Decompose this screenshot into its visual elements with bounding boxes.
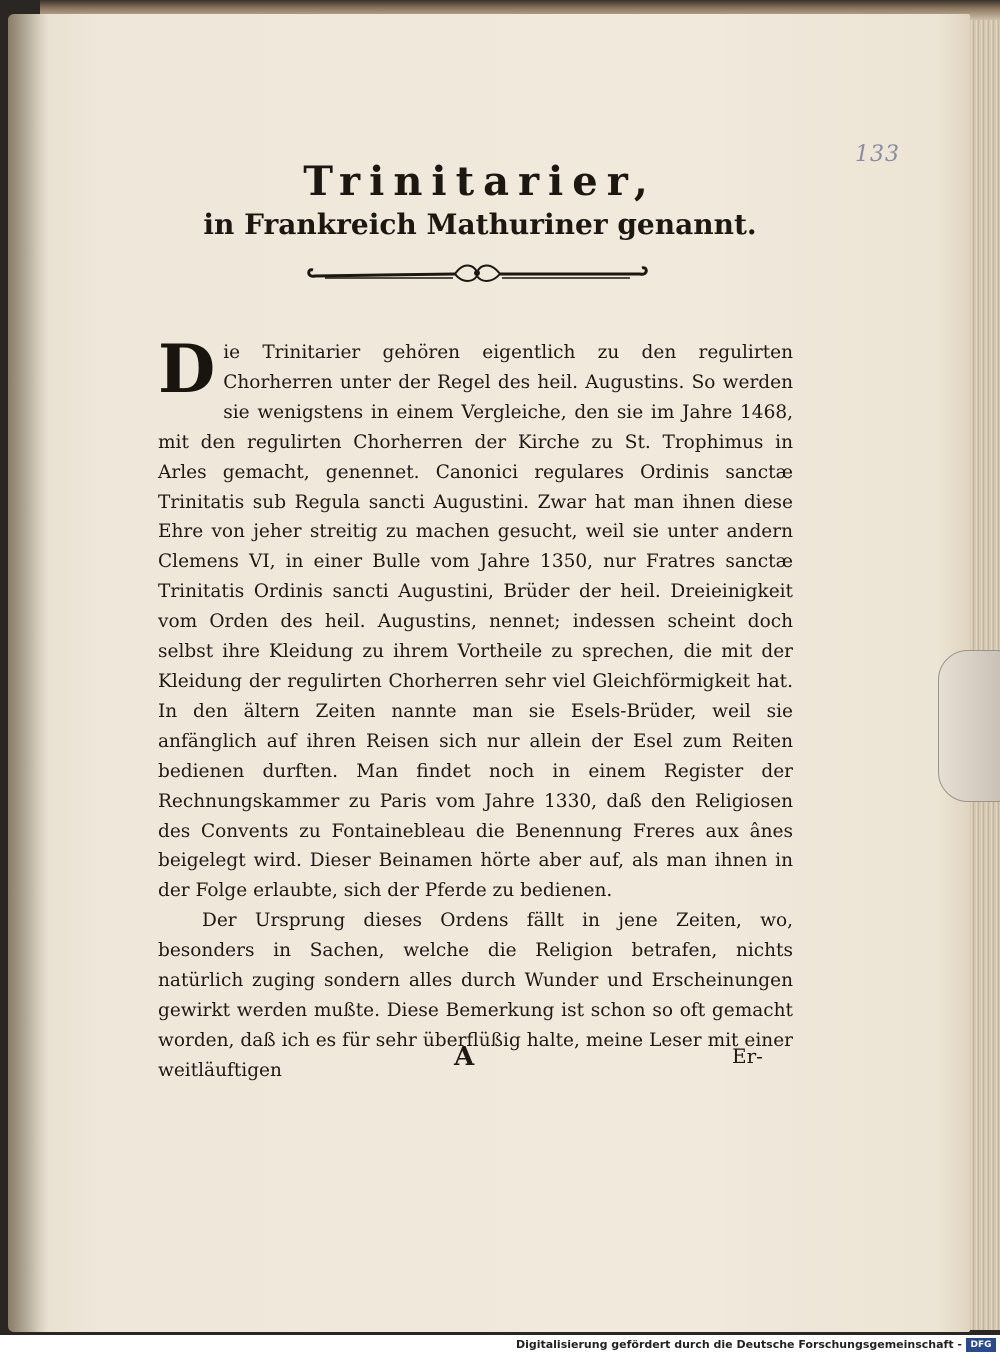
page-subtitle: in Frankreich Mathuriner genannt. (203, 208, 757, 241)
body-text (158, 330, 793, 1086)
paragraph-2: Der Ursprung dieses Ordens fällt in jene Zeiten, wo, besonders in Sachen, welche die Religion betrafen, nichts natürlich zuging sondern alles durch Wunder und Erscheinungen gewirkt werden mußte. Diese Bemerkung ist schon so oft gemacht worden, daß ich es für sehr überflüßig halte, meine Leser mit einer weitläuftigen (158, 910, 793, 1081)
paragraph-1 (158, 330, 793, 906)
page-clip-tab (938, 650, 1000, 802)
catchword: Er- (732, 1044, 763, 1068)
footer-bar (0, 1335, 1000, 1355)
ornament-divider (305, 258, 650, 288)
paragraph-1-text: ie Trinitarier gehören eigentlich zu den regulirten Chorherren unter der Regel des heil. Augustins. So werden sie wenigstens in einem Vergleiche, den sie im Jahre 1468, mit den regulirten Chorherren der Kirche zu St. Trophimus in Arles gemacht, genennet. Canonici regulares Ordinis sanctæ Trinitatis sub Regula sancti Augustini. Zwar hat man ihnen diese Ehre von jeher streitig zu machen gesucht, weil sie unter andern Clemens VI, in einer Bulle vom Jahre 1350, nur Fratres sanctæ Trinitatis Ordinis sancti Augustini, Brüder der heil. Dreieinigkeit vom Orden des heil. Augustins, nennet; indessen scheint doch selbst ihre Kleidung zu ihrem Vortheile zu sprechen, die mit der Kleidung der regulirten Chorherren sehr viel Gleichförmigkeit hat. In den ältern Zeiten nannte man sie Esels-Brüder, weil sie anfänglich auf ihren Reisen sich nur allein der Esel zum Reiten bedienen durften. Man findet noch in einem Register der Rechnungskammer zu Paris vom Jahre 1330, daß den Religiosen des Convents zu Fontainebleau die Benennung Freres aux ânes beigelegt wird. Dieser Beinamen hörte aber auf, als man ihnen in der Folge erlaubte, sich der Pferde zu bedienen. (158, 342, 793, 902)
page-title: Trinitarier, (303, 158, 657, 205)
drop-cap: D (158, 330, 216, 408)
funding-credit: Digitalisierung gefördert durch die Deutsche Forschungsgemeinschaft - (515, 1338, 962, 1351)
signature-mark: A (454, 1042, 475, 1072)
page-number: 133 (855, 142, 900, 167)
spine-shadow (8, 14, 48, 1332)
dfg-logo: DFG (966, 1338, 996, 1352)
